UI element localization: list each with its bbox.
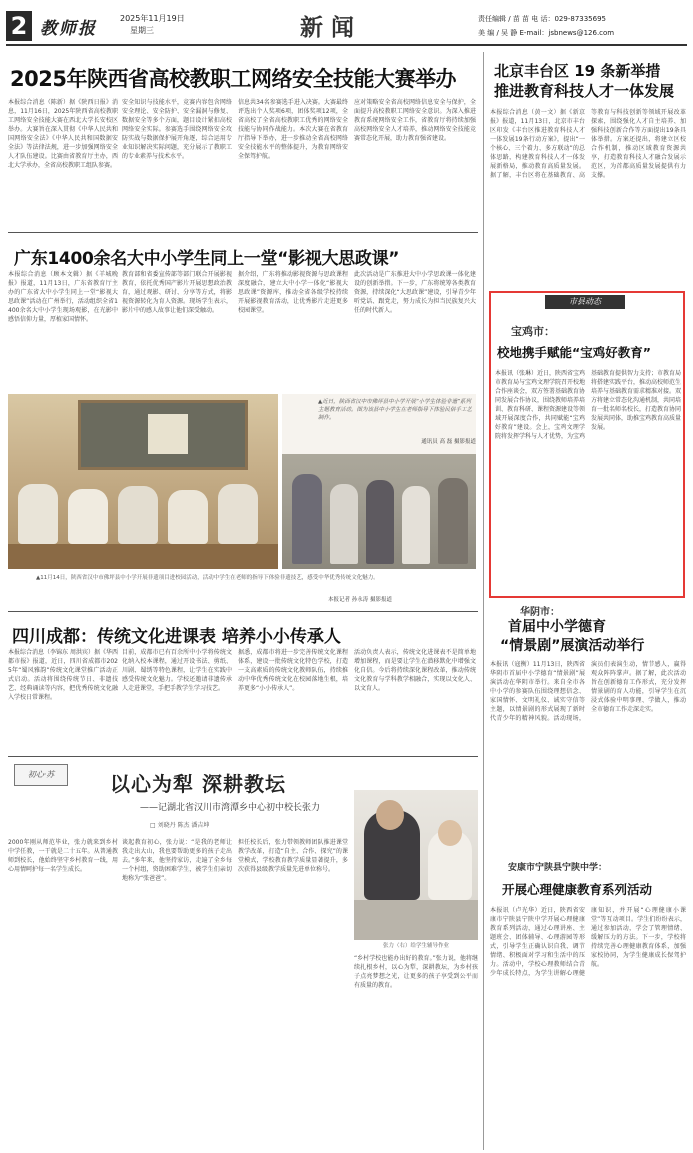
article1-col2: 安全知识与技能水平，竞赛内容包含网络安全理论、安全防护、安全漏洞与修复、数据安全等多个方面，题目设计紧扣高校网络安全实际。参赛选手围绕网络安全攻防实战与数据保护展开角逐，综合运用专业知识解决实际问题，充分展示了教职工的专业素养与技术水平。 bbox=[122, 99, 232, 160]
highlight-box bbox=[489, 291, 685, 598]
divider bbox=[8, 611, 478, 612]
article3-col2: 目前，成都市已有百余所中小学将传统文化纳入校本课程，通过开设书法、剪纸、川剧、蜀绣等特色课程，让学生在实践中感受传统文化魅力。学校还邀请非遗传承人走进课堂，手把手教学生学习技艺。 bbox=[122, 649, 232, 692]
students-photo bbox=[282, 394, 476, 569]
feature-col1: 2000年刚从师范毕业，张力就来到乡村中学任教，一干就是二十五年。从普通教师到校长，他始终坚守乡村教育一线，用心用情呵护每一名学生成长。 bbox=[8, 839, 118, 873]
right3-body: 本报讯（卢光华）近日，陕西省安康市宁陕县宁陕中学开展心理健康教育系列活动，通过心理讲座、主题班会、团体辅导、心理游园等形式，引导学生正确认识自我、调节情绪、积极面对学习和生活中的压力。活动中，学校心理教师结合青少年成长特点，为学生讲解心理健康知识，并开展“心理健康小课堂”等互动项目。学生们纷纷表示，通过参加活动，学会了管理情绪、缓解压力的方法。下一步，学校将持续完善心理健康教育体系，加强家校协同，为学生健康成长保驾护航。 bbox=[490, 907, 686, 977]
classroom-photo bbox=[8, 394, 278, 569]
article2-col2: 教育部和省委宣传部等部门联合开展影视教育，依托优秀国产影片开展思想政治教育，通过观影、研讨、分享等方式，将影视资源转化为育人资源。现场学生表示，影片中的感人故事让他们深受触动。 bbox=[122, 271, 232, 314]
right3-headline: 开展心理健康教育系列活动 bbox=[502, 882, 653, 897]
article2-col4: 此次活动是广东推进大中小学思政课一体化建设的创新举措。下一步，广东将统筹各类教育资源，持续深化“大思政课”建设，引导青少年听党话、跟党走，努力成长为担当民族复兴大任的时代新人。 bbox=[354, 271, 476, 314]
highlight-location: 宝鸡市： bbox=[511, 325, 555, 338]
article1-col4: 应对策略安全省高校网络信息安全与保护，全面提升高校教职工网络安全意识。为深入推进教育系统网络安全工作，省教育厅将持续加强高校网络安全人才培养，推动网络安全技能竞赛常态化开展，助力教育强省建设。 bbox=[354, 99, 476, 142]
divider bbox=[8, 232, 478, 233]
feature-title: 以心为犁 深耕教坛 bbox=[110, 772, 286, 796]
feature-col3: 担任校长后，张力带领教师团队推进课堂教学改革，打造“自主、合作、探究”的课堂模式，学校教育教学质量显著提升，多次获得县级教学质量先进单位称号。 bbox=[238, 839, 348, 873]
photo-credit: 通讯员 高 磊 摄影报道 bbox=[421, 439, 476, 445]
article3-headline: 四川成都：传统文化进课表 培养小小传承人 bbox=[12, 627, 341, 647]
paper-name: 教师报 bbox=[40, 19, 97, 39]
article2-col3: 据介绍，广东将推动影视资源与思政课程深度融合，建立大中小学一体化“影视大思政课”资源库，推动全省各级学校持续开展影视教育活动，让优秀影片走进更多校园课堂。 bbox=[238, 271, 348, 314]
feature-col2: 谈起教育初心，张力说：“是我的老师让我走出大山，我也要帮助更多的孩子走出去。”多年来，他坚持家访，走遍了全乡每一个村组，资助困难学生，被学生们亲切地称为“张爸爸”。 bbox=[122, 839, 232, 882]
column-tag bbox=[545, 295, 625, 309]
photo-caption: ▲近日，陕西省汉中市佛坪县中小学开展“小学生体验非遗”系列主题教育活动。图为该县中小学生在老师指导下体验民俗手工艺制作。 bbox=[318, 399, 472, 421]
article3-col3: 据悉，成都市将进一步完善传统文化课程体系，建设一批传统文化特色学校，打造一支高素质的传统文化教师队伍，持续推动中华优秀传统文化在校园落地生根，培养更多“小小传承人”。 bbox=[238, 649, 348, 692]
article1-col1: 本报综合消息（陈新）据《陕西日报》消息，11月16日，2025年陕西省高校教职工网络安全技能大赛在西北大学长安校区举办。大赛旨在深入贯彻《中华人民共和国网络安全法》《中华人民共和国数据安全法》等法律法规，进一步加强网络安全人才队伍建设。比赛由省教育厅主办，西北大学承办，全省高校教职工组队参赛。 bbox=[8, 99, 118, 169]
right1-body: 本报综合消息（黄一文）据《新京报》报道，11月13日，北京市丰台区印发《丰台区推进教育科技人才一体发展19条行动方案》，提出“一个核心、三个着力、多方联动”的总体思路，构建教育科技人才一体发展新格局，推动教育高质量发展。据了解，丰台区将在基础教育、高等教育与科技创新等领域开展改革探索，围绕强化人才自主培养、加强科技创新合作等方面提出19条具体举措。方案还提出，将建立区校合作机制，推动区域教育资源共享，打造教育科技人才融合发展示范区，为首都高质量发展提供有力支撑。 bbox=[490, 109, 686, 179]
article3-col4: 活动负责人表示，传统文化进课表不是简单地增加课程，而是要让学生在潜移默化中增强文化自信。今后将持续深化课程改革，推动传统文化教育与学科教学相融合，实现以文化人、以文育人。 bbox=[354, 649, 476, 692]
right2-body: 本报讯（寇衡）11月13日，陕西省华阴市首届中小学德育“情景剧”展演活动在华阴市举行。来自全市各中小学的参赛队伍围绕理想信念、家国情怀、文明礼仪、诚实守信等主题，以情景剧的形式展现了新时代青少年的精神风貌。活动现场，演员们表演生动，情节感人，赢得观众阵阵掌声。据了解，此次活动旨在创新德育工作形式，充分发挥情景剧的育人功能，引导学生在沉浸式体验中明事理、学做人，推动全市德育工作走深走实。 bbox=[490, 661, 686, 722]
article2-col1: 本报综合消息（顾本文辑）据《羊城晚报》报道，11月13日，广东省教育厅主办的广东省大中小学生同上一堂“影视大思政课”活动在广州举行，活动组织全省1400余名大中小学生现场观影，在光影中感悟信仰力量，厚植家国情怀。 bbox=[8, 271, 118, 323]
right2-location: 华阴市： bbox=[520, 607, 560, 618]
editor-line: 责任编辑 / 苗 苗 电 话：029-87335695 bbox=[478, 15, 606, 23]
article1-col3: 信息共34名参赛选手进入决赛。大赛最终评选出个人奖项6项，团体奖项12项，全省高校了全省高校教职工优秀的网络安全技能与协同作战能力。本次大赛在省教育厅指导下举办，进一步推动全省高校网络安全技能水平的整体提升，为教育网络安全保驾护航。 bbox=[238, 99, 348, 160]
right3-location: 安康市宁陕县宁陕中学： bbox=[508, 863, 608, 873]
article3-col1: 本报综合消息（李锦东 周洪宾）据《华西都市报》报道，近日，四川省成都市2025年“蜀风雅韵”传统文化课堂推广活动正式启动。活动将围绕传统节日、非遗技艺、经典诵读等内容，把优秀传统文化融入学校日常课程。 bbox=[8, 649, 118, 701]
right2-headline-line2: “情景剧”展演活动举行 bbox=[500, 638, 645, 654]
issue-date: 2025年11月19日 bbox=[120, 14, 185, 23]
feature-tag-label: 初心·苏 bbox=[27, 770, 55, 779]
masthead-rule bbox=[6, 44, 687, 46]
article1-headline: 2025年陕西省高校教职工网络安全技能大赛举办 bbox=[10, 67, 456, 91]
designer-line: 美 编 / 吴 静 E-mail：jsbnews@126.com bbox=[478, 29, 615, 37]
blackboard-poster bbox=[148, 414, 188, 454]
right2-headline-line1: 首届中小学德育 bbox=[508, 619, 606, 635]
highlight-body: 本报讯（张琳）近日，陕西省宝鸡市教育局与宝鸡文理学院召开校地合作座谈会，双方签署基础教育协同发展合作协议，围绕教师培养培训、教育科研、课程资源建设等领域开展深度合作，共同赋能“宝鸡好教育”建设。会上，宝鸡文理学院将发挥学科与人才优势，为宝鸡基础教育提供智力支持；市教育局将搭建实践平台，推动高校师范生培养与基础教育需求精准对接。双方将建立常态化沟通机制，共同培育一批名师名校长，打造教育协同发展共同体，助推宝鸡教育高质量发展。 bbox=[495, 370, 681, 440]
right1-headline-line1: 北京丰台区 19 条新举措 bbox=[494, 62, 661, 80]
principal-photo bbox=[354, 790, 478, 940]
column-divider bbox=[483, 52, 484, 1150]
feature-subtitle: ——记湖北省汉川市湾潭乡中心初中校长张力 bbox=[140, 803, 321, 813]
divider bbox=[8, 756, 478, 757]
bottom-photo-credit: 本报记者 孙永涛 摄影报道 bbox=[328, 597, 392, 603]
page-number: 2 bbox=[6, 11, 32, 41]
bottom-photo-caption: ▲11月14日，陕西省汉中市佛坪县中小学开展非遗项目进校园活动，活动中学生在老师的指导下体验非遗技艺，感受中华优秀传统文化魅力。 bbox=[36, 575, 379, 581]
feature-col4: “乡村学校也能办出好的教育。”张力说，他将继续扎根乡村，以心为犁，深耕教坛，为乡村孩子点亮梦想之光，让更多的孩子享受到公平而有质量的教育。 bbox=[354, 955, 478, 989]
column-tag-label: 市县动态 bbox=[569, 297, 601, 306]
masthead bbox=[0, 0, 693, 50]
issue-weekday: 星期三 bbox=[130, 26, 154, 35]
feature-byline: □ 刘晓丹 陈杰 潘吉坤 bbox=[150, 822, 210, 829]
right1-headline-line2: 推进教育科技人才一体发展 bbox=[494, 82, 675, 100]
highlight-headline: 校地携手赋能“宝鸡好教育” bbox=[497, 345, 651, 360]
article2-headline: 广东1400余名大中小学生同上一堂“影视大思政课” bbox=[14, 249, 400, 269]
principal-photo-caption: 张力（右）给学生辅导作业 bbox=[382, 943, 449, 949]
section-name: 新闻 bbox=[300, 14, 362, 41]
feature-column-tag bbox=[14, 764, 68, 786]
